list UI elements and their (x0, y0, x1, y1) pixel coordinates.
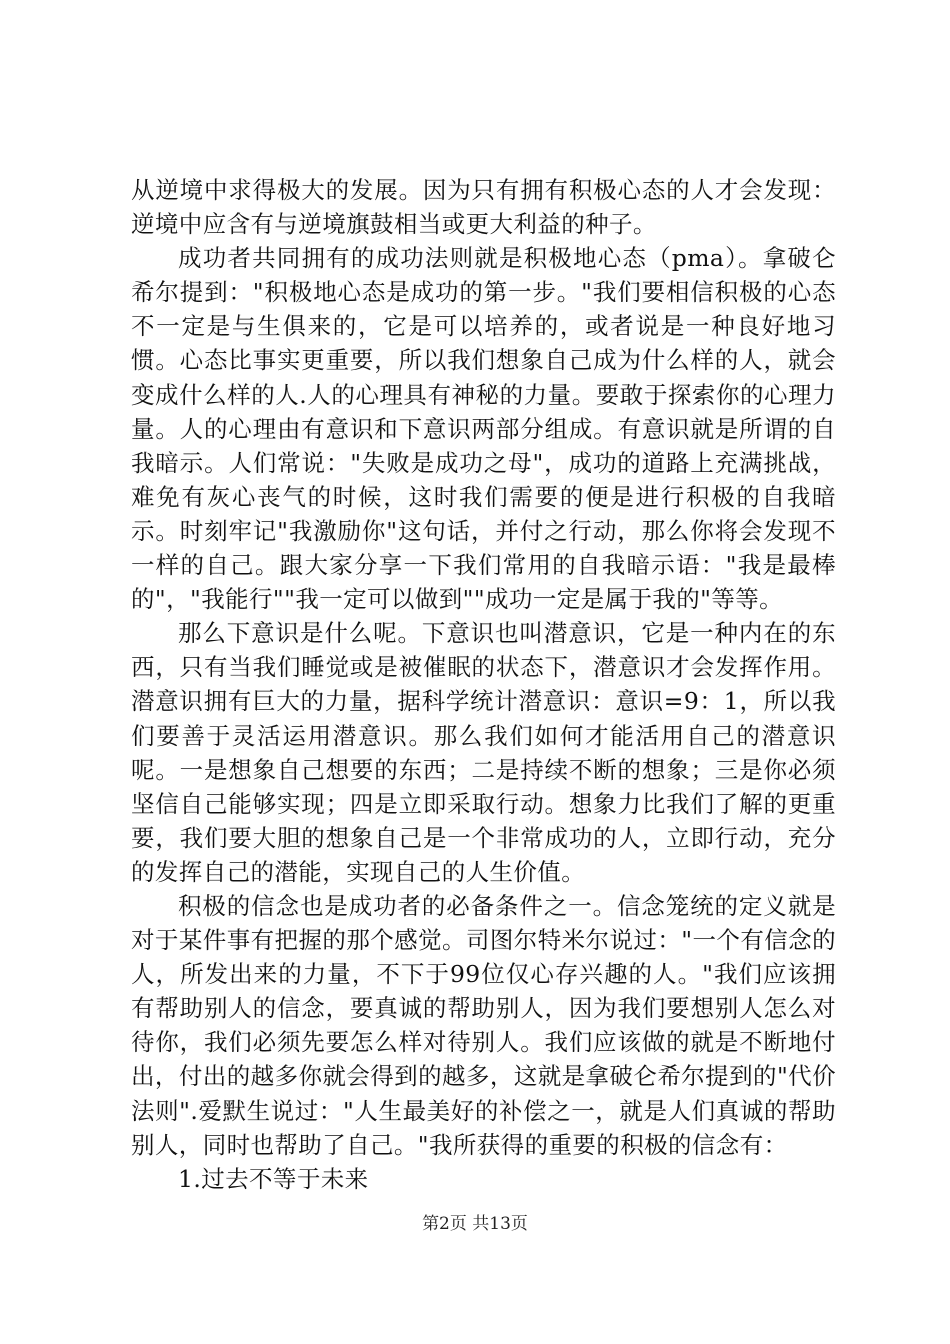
paragraph-2: 成功者共同拥有的成功法则就是积极地心态（pma）。拿破仑希尔提到："积极地心态是成功的第一步。"我们要相信积极的心态不一定是与生俱来的，它是可以培养的，或者说是一种良好地习惯。心态比事实更重要，所以我们想象自己成为什么样的人，就会变成什么样的人.人的心理具有神秘的力量。要敢于探索你的心理力量。人的心理由有意识和下意识两部分组成。有意识就是所谓的自我暗示。人们常说："失败是成功之母"，成功的道路上充满挑战，难免有灰心丧气的时候，这时我们需要的便是进行积极的自我暗示。时刻牢记"我激励你"这句话，并付之行动，那么你将会发现不一样的自己。跟大家分享一下我们常用的自我暗示语："我是最棒的"，"我能行""我一定可以做到""成功一定是属于我的"等等。 (131, 244, 836, 614)
paragraph-4: 积极的信念也是成功者的必备条件之一。信念笼统的定义就是对于某件事有把握的那个感觉。司图尔特米尔说过："一个有信念的人，所发出来的力量，不下于99位仅心存兴趣的人。"我们应该拥有帮助别人的信念，要真诚的帮助别人，因为我们要想别人怎么对待你，我们必须先要怎么样对待别人。我们应该做的就是不断地付出，付出的越多你就会得到的越多，这就是拿破仑希尔提到的"代价法则".爱默生说过："人生最美好的补偿之一，就是人们真诚的帮助别人，同时也帮助了自己。"我所获得的重要的积极的信念有： (131, 891, 836, 1159)
page-footer: 第2页 共13页 (422, 1214, 528, 1234)
document-body (131, 173, 836, 1196)
paragraph-1: 从逆境中求得极大的发展。因为只有拥有积极心态的人才会发现：逆境中应含有与逆境旗鼓相当或更大利益的种子。 (131, 176, 836, 239)
list-item-1: 1.过去不等于未来 (178, 1164, 369, 1193)
paragraph-3: 那么下意识是什么呢。下意识也叫潜意识，它是一种内在的东西，只有当我们睡觉或是被催眠的状态下，潜意识才会发挥作用。潜意识拥有巨大的力量，据科学统计潜意识：意识=9：1，所以我们要善于灵活运用潜意识。那么我们如何才能活用自己的潜意识呢。一是想象自己想要的东西；二是持续不断的想象；三是你必须坚信自己能够实现；四是立即采取行动。想象力比我们了解的更重要，我们要大胆的想象自己是一个非常成功的人，立即行动，充分的发挥自己的潜能，实现自己的人生价值。 (131, 619, 836, 886)
